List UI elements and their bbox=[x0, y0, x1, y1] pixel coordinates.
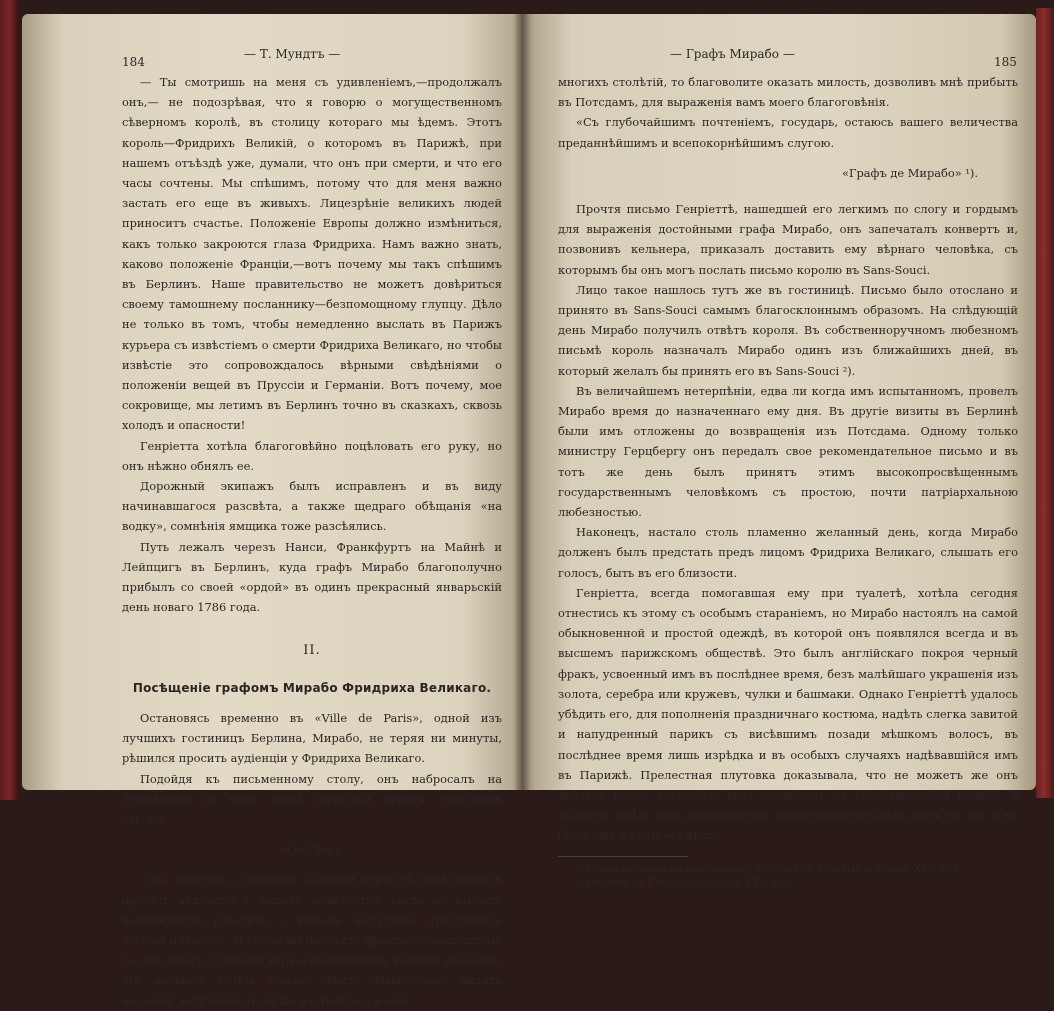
paragraph: Генріетта, всегда помогавшая ему при туалетѣ, хотѣла сегодня отнестись къ этому съ особымъ стараніемъ, но Мирабо настоялъ на самой обыкновенной и простой одеждѣ, въ которой онъ появлялся всегда и въ высшемъ парижскомъ обществѣ. Это былъ англійскаго покроя черный фракъ, усвоенный имъ въ послѣднее время, безъ малѣйшаго украшенія изъ золота, серебра или кружевъ, чулки и башмаки. Однако Генріеттѣ удалось убѣдить его, для пополненія праздничнаго костюма, надѣть слегка завитой и напудренный парикъ съ висѣвшимъ позади мѣшкомъ волосъ, въ послѣднее время лишь изрѣдка и въ особыхъ случаяхъ надѣвавшійся имъ въ Парижѣ. Прелестная плутовка доказывала, что не можетъ же онъ явиться предъ королемъ, какъ сорванецъ съ развѣвающейся гривой, а долженъ имѣть видъ почтеннаго и приличнаго человѣка, хотя бы онъ и не былъ имъ на самомъ дѣлѣ. bbox=[558, 585, 1018, 843]
paragraph: Лицо такое нашлось тутъ же въ гостиницѣ. Письмо было отослано и принято въ Sans-Souci самымъ благосклоннымъ образомъ. На слѣдующій день Мирабо получилъ отвѣтъ короля. Въ собственноручномъ любезномъ письмѣ король назначалъ Мирабо одинъ изъ ближайшихъ дней, въ который желалъ бы принять его въ Sans-Souci ²). bbox=[558, 282, 1018, 378]
letter-signature: «Графъ де Мирабо» ¹). bbox=[841, 165, 978, 180]
footnote: ²) Oeuvres de Frédéric le Grand, XXV, 323. bbox=[576, 877, 794, 889]
paragraph: Наконецъ, настало столь пламенно желанный день, когда Мирабо долженъ былъ предстать предъ лицомъ Фридриха Великаго, слышать его голосъ, быть въ его близости. bbox=[558, 525, 1018, 580]
paragraph: Остановясь временно въ «Ville de Paris», одной изъ лучшихъ гостиницъ Берлина, Мирабо, не теряя ни минуты, рѣшился просить аудіенціи у Фридриха Великаго. bbox=[122, 710, 502, 766]
letter-salutation: «Государь, bbox=[279, 842, 345, 857]
right-page-body bbox=[558, 72, 1018, 891]
section-number: II. bbox=[303, 643, 321, 659]
right-running-header: — Графъ Мирабо — bbox=[670, 47, 795, 61]
paragraph: многихъ столѣтій, то благоволите оказать милость, дозволивъ мнѣ прибыть въ Потсдамъ, для выраженія вамъ моего благоговѣнія. bbox=[558, 75, 1018, 110]
footnote-divider bbox=[558, 856, 688, 857]
paragraph: Генріетта хотѣла благоговѣйно поцѣловать его руку, но онъ нѣжно обнялъ ее. bbox=[122, 438, 502, 473]
paragraph: Путь лежалъ черезъ Нанси, Франкфуртъ на Майнѣ и Лейпцигъ въ Берлинъ, куда графъ Мирабо благополучно прибылъ со своей «ордой» въ одинъ прекрасный январьскій день новаго 1786 года. bbox=[122, 539, 502, 615]
paragraph: Подойдя къ письменному столу, онъ набросалъ на лежавшемъ на немъ листѣ почтовой бумаги слѣдующія строки: bbox=[122, 771, 502, 826]
section-title: Посѣщеніе графомъ Мирабо Фридриха Великаго. bbox=[132, 680, 492, 695]
left-page-body bbox=[122, 72, 502, 1011]
paragraph: Дорожный экипажъ былъ исправленъ и въ виду начинавшагося разсвѣта, а также щедраго обѣщанія «на водку», сомнѣнія ямщика тоже разсѣялись. bbox=[122, 479, 502, 534]
book-cover-edge bbox=[1036, 8, 1054, 798]
right-page bbox=[522, 14, 1036, 889]
left-page bbox=[22, 14, 522, 1008]
paragraph: «Съ глубочайшимъ почтеніемъ, государь, остаюсь вашего величества преданнѣйшимъ и всепокорнѣйшимъ слугою. bbox=[558, 115, 1018, 150]
left-page-number: 184 bbox=[122, 55, 145, 69]
footnote: ¹) Слово въ слово по подлиннику. Oeuvres de Frédéric le Grand, XXV, 323. bbox=[576, 863, 963, 875]
book-gutter bbox=[514, 14, 530, 790]
paragraph: — Ты смотришь на меня съ удивленіемъ,—продолжалъ онъ,— не подозрѣвая, что я говорю о могущественномъ сѣверномъ королѣ, въ столицу котораго мы ѣдемъ. Этотъ король—Фридрихъ Великій, о которомъ въ Парижѣ, при нашемъ отъѣздѣ уже, думали, что онъ при смерти, и что его часы сочтены. Мы спѣшимъ, потому что для меня важно застать его еще въ живыхъ. Лицезрѣніе великихъ людей приноситъ счастье. Положеніе Европы должно измѣниться, какъ только закроются глаза Фридриха. Намъ важно знать, каково положеніе Франціи,—вотъ почему мы такъ спѣшимъ въ Берлинъ. Наше правительство не можетъ довѣриться своему тамошнему посланнику—безпомощному глупцу. Дѣло не только въ томъ, чтобы немедленно выслать въ Парижъ курьера съ извѣстіемъ о смерти Фридриха Великаго, но чтобы извѣстіе это сопровождалось вѣрными свѣдѣніями о положеніи вещей въ Пруссіи и Германіи. Вотъ почему, мое сокровище, мы летимъ въ Берлинъ точно въ сказкахъ, сквозь холодъ и опасности! bbox=[122, 75, 502, 433]
paragraph: Въ величайшемъ нетерпѣніи, едва ли когда имъ испытанномъ, провелъ Мирабо время до назначеннаго ему дня. Въ другіе визиты въ Берлинѣ были имъ отложены до возвращенія изъ Потсдама. Одному только министру Герцбергу онъ передалъ свое рекомендательное письмо и въ тотъ же день былъ принятъ этимъ высокопросвѣщеннымъ государственнымъ человѣкомъ съ простою, почти патріархальною любезностью. bbox=[558, 383, 1018, 520]
paragraph: Прочтя письмо Генріеттѣ, нашедшей его легкимъ по слогу и гордымъ для выраженія достойными графа Мирабо, онъ запечаталъ конвертъ и, позвонивъ кельнера, приказалъ доставить ему вѣрнаго человѣка, съ которымъ бы онъ могъ послать письмо королю въ Sans-Souci. bbox=[558, 202, 1018, 277]
right-page-number: 185 bbox=[994, 55, 1017, 69]
left-running-header: — Т. Мундтъ — bbox=[244, 47, 341, 61]
paragraph: «Это, конечно, слишкомъ большая дерзость осмѣливаться просить аудіенціи у вашего величества, когда не имѣешь возможности говорить о вещахъ, могущихъ представить особый интересъ. Но если вы простите французу, нашедшему со дня своего рожденія міръ наполненнымъ вашимъ именемъ, его желаніе узрѣть ближе, чѣмъ обыкновенно видятъ королей, величайшаго мужа настоящаго и еще bbox=[122, 872, 502, 1008]
